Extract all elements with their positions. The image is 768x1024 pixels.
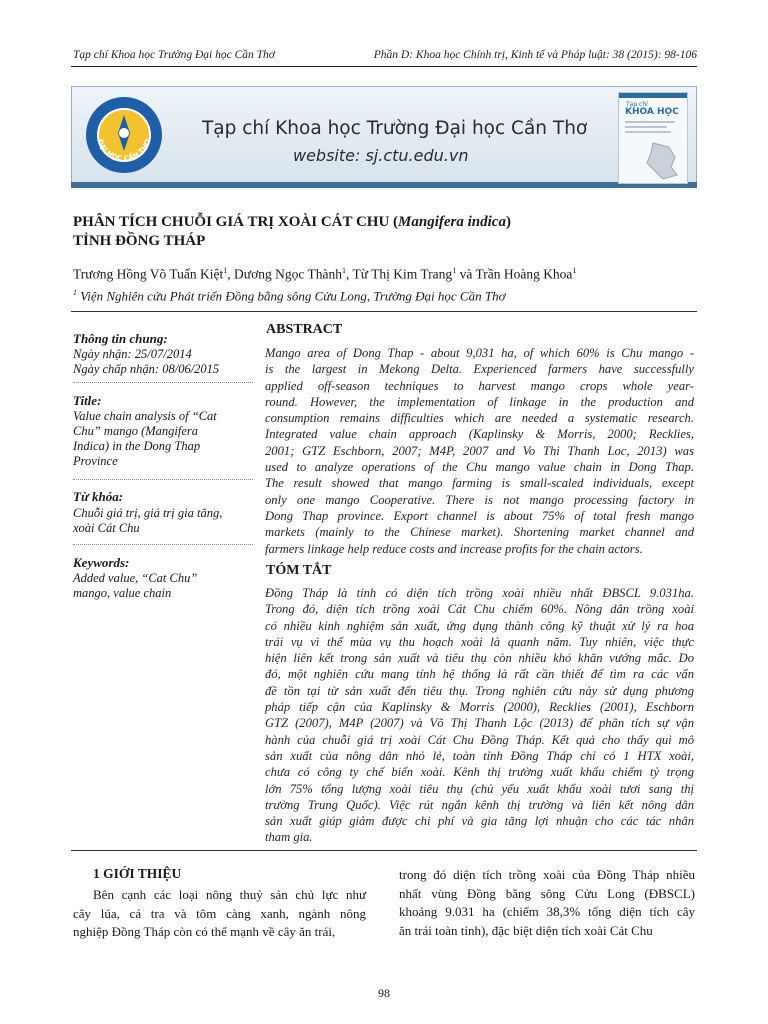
sidebar-divider [73, 479, 253, 480]
text-line: nhất vùng Đồng bằng sông Cửu Long (ĐBSCL) [399, 885, 695, 901]
text-line: mango, value chain [73, 586, 172, 600]
title-rule [71, 311, 697, 312]
page-number: 98 [378, 986, 390, 1000]
text-line: hiện liên kết trong sản xuất và tiêu thụ còn nhiều khó khăn vướng mắc. Do [265, 651, 694, 666]
running-header-journal: Tạp chí Khoa học Trường Đại học Cần Thơ [73, 49, 275, 61]
text-line: có nhiều kinh nghiệm sản xuất, ứng dụng thành công kỹ thuật xử lý ra hoa [265, 618, 694, 633]
text-line: tham gia. [265, 830, 313, 845]
banner-title: Tạp chí Khoa học Trường Đại học Cần Thơ [202, 118, 588, 139]
text-line: xoài Cát Chu [73, 521, 140, 535]
section-heading-introduction: 1 GIỚI THIỆU [93, 866, 182, 881]
text-line: is the largest in Mekong Delta. Experienced farmers have successfully [265, 362, 694, 377]
running-header-issue: Phần D: Khoa học Chính trị, Kinh tế và Pháp luật: 38 (2015): 98-106 [373, 49, 697, 61]
text-line: Chuỗi giá trị, giá trị gia tăng, [73, 506, 223, 520]
text-line: cây lúa, cá tra và tôm càng xanh, ngành nông [73, 905, 366, 921]
text-line: The result showed that mango farming is small-scaled individuals, except [265, 476, 694, 491]
species-name: Mangifera indica [398, 214, 506, 230]
text-line: đề tồn tại từ sản xuất đến tiêu thụ. Trong nghiên cứu này sử dụng phương [265, 683, 694, 698]
keywords-en [73, 571, 253, 601]
summary-text [265, 585, 694, 846]
cover-title: KHOA HỌC [625, 107, 679, 117]
affiliation: $^1$ Viện Nghiên cứu Phát triển Đồng bằng sông Cửu Long, Trường Đại học Cần Thơ [73, 288, 506, 304]
summary-heading: TÓM TẮT [266, 563, 332, 578]
text-line: markets (mainly to the Chinese market). Shortening market channel and [265, 525, 694, 540]
text-line: Added value, “Cat Chu” [73, 571, 198, 585]
keywords-vi-heading: Từ khóa: [73, 489, 124, 504]
text-line: Mango area of Dong Thap - about 9,031 ha, of which 60% is Chu mango - [265, 346, 694, 360]
author-name: Dương Ngọc Thành [234, 266, 342, 282]
sidebar-divider [73, 544, 253, 545]
journal-cover-thumbnail [618, 92, 688, 184]
text-line: Bên cạnh các loại nông thuỷ sản chủ lực như [93, 887, 366, 902]
author-name: Trần Hoàng Khoa [475, 266, 573, 282]
text-line: applied off-season techniques to harvest mango crops whole year- [265, 378, 694, 393]
text-line: trái vụ vì thế mùa vụ thu hoạch xoài là quanh năm. Tuy nhiên, việc thực [265, 634, 694, 649]
text-line: only one mango Cooperative. There is not mango processing factory in [265, 492, 694, 507]
author-name: Từ Thị Kim Trang [352, 266, 453, 282]
section-rule [71, 850, 697, 851]
banner-website: website: sj.ctu.edu.vn [293, 146, 469, 165]
text-line: Dong Thap province. Export channel is about 75% of total fresh mango [265, 508, 694, 523]
text-line: khoảng 9.031 ha (chiếm 38,3% tổng diện tích cây [399, 904, 695, 920]
author-name: Trương Hồng Võ Tuấn Kiệt [73, 266, 224, 282]
text-line: farmers linkage help reduce costs and increase profits for the chain actors. [265, 541, 643, 556]
text-line: ăn trái toàn tỉnh), đặc biệt diện tích xoài Cát Chu [399, 922, 653, 938]
text-line: chưa có công ty chế biến xoài. Kênh thị trường xuất khẩu chiếm tỷ trọng [265, 765, 694, 780]
text-line: trường Trung Quốc). Việc rút ngắn kênh thị trường và liên kết nông dân [265, 797, 694, 812]
logo-text: ĐẠI HỌC CẦN THƠ [95, 138, 153, 163]
map-icon [641, 141, 681, 181]
keywords-vi [73, 506, 253, 536]
text-line: used to analyze operations of the Chu mango value chain in Dong Thap. [265, 460, 694, 475]
text-line: Trong đó, diện tích trồng xoài Cát Chu chiếm 60%. Nông dân trồng xoài [265, 602, 694, 617]
text-line: GTZ (2007), M4P (2007) và Võ Thị Thanh Lộc (2013) để phân tích sự vận [265, 716, 694, 731]
abstract-text [265, 345, 694, 557]
sidebar-divider [73, 382, 253, 383]
text-line: sản xuất của nông dân nhỏ lẻ, toàn tỉnh Đồng Tháp chỉ có 1 HTX xoài, [265, 748, 694, 763]
article-title: PHÂN TÍCH CHUỖI GIÁ TRỊ XOÀI CÁT CHU (Mangifera indica) TỈNH ĐỒNG THÁP [73, 214, 511, 249]
text-line: đó, một nghiên cứu mang tính hệ thống là rất cần thiết để tìm ra các vấn [265, 667, 694, 682]
cover-head: Tạp chí [626, 101, 648, 108]
text-line: pháp tiếp cận của Kaplinsky & Morris (2000), Recklies (2001), Eschborn [265, 700, 694, 715]
received-date: Ngày nhận: 25/07/2014 [73, 347, 192, 361]
text-line: Value chain analysis of “Cat [73, 409, 217, 423]
text-line: Province [73, 454, 118, 468]
text-line: consumption remains difficulties which are needed a systematic research. [265, 411, 694, 426]
text-line: Indica) in the Dong Thap [73, 439, 201, 453]
text-line: hành của chuỗi giá trị xoài Cát Chu Đồng Tháp. Kết quả cho thấy qui mô [265, 732, 694, 747]
text-line: round. However, the implementation of linkage in the production and [265, 394, 694, 409]
abstract-heading: ABSTRACT [266, 322, 343, 337]
english-title-heading: Title: [73, 393, 102, 408]
text-line: 2001; GTZ Eschborn, 2007; M4P, 2007 and Vo Thi Thanh Loc, 2013) was [265, 443, 694, 458]
keywords-en-heading: Keywords: [73, 555, 130, 570]
info-heading: Thông tin chung: [73, 331, 168, 346]
text-line: nghiệp Đồng Tháp còn có thế mạnh về cây ăn trái, [73, 924, 336, 940]
intro-left-column [73, 886, 366, 942]
text-line: trong đó diện tích trồng xoài của Đồng Tháp nhiều [399, 867, 695, 882]
text-line: Đồng Tháp là tỉnh có diện tích trồng xoài nhiều nhất ĐBSCL 9.031ha. [265, 586, 694, 600]
accepted-date: Ngày chấp nhận: 08/06/2015 [73, 362, 220, 376]
text-line: Integrated value chain approach (Kaplinsky & Morris, 2000; Recklies, [265, 427, 694, 442]
text-line: sản xuất giúp giảm được chi phí và gia tăng lợi nhuận cho các tác nhân [265, 814, 694, 829]
banner-accent-bar [71, 182, 697, 188]
text-line: lớn 75% tổng lượng xoài tiêu thụ (chủ yếu xuất khẩu xoài tươi sang thị [265, 781, 694, 796]
intro-right-column [399, 866, 695, 940]
author-list: Trương Hồng Võ Tuấn Kiệt$^1$, Dương Ngọc Thành$^1$, Từ Thị Kim Trang$^1$ và Trần Hoàng Khoa$^1$ [73, 266, 577, 282]
text-line: Chu” mango (Mangifera [73, 424, 198, 438]
university-logo [84, 95, 164, 175]
english-title [73, 409, 253, 469]
header-rule [71, 66, 697, 67]
